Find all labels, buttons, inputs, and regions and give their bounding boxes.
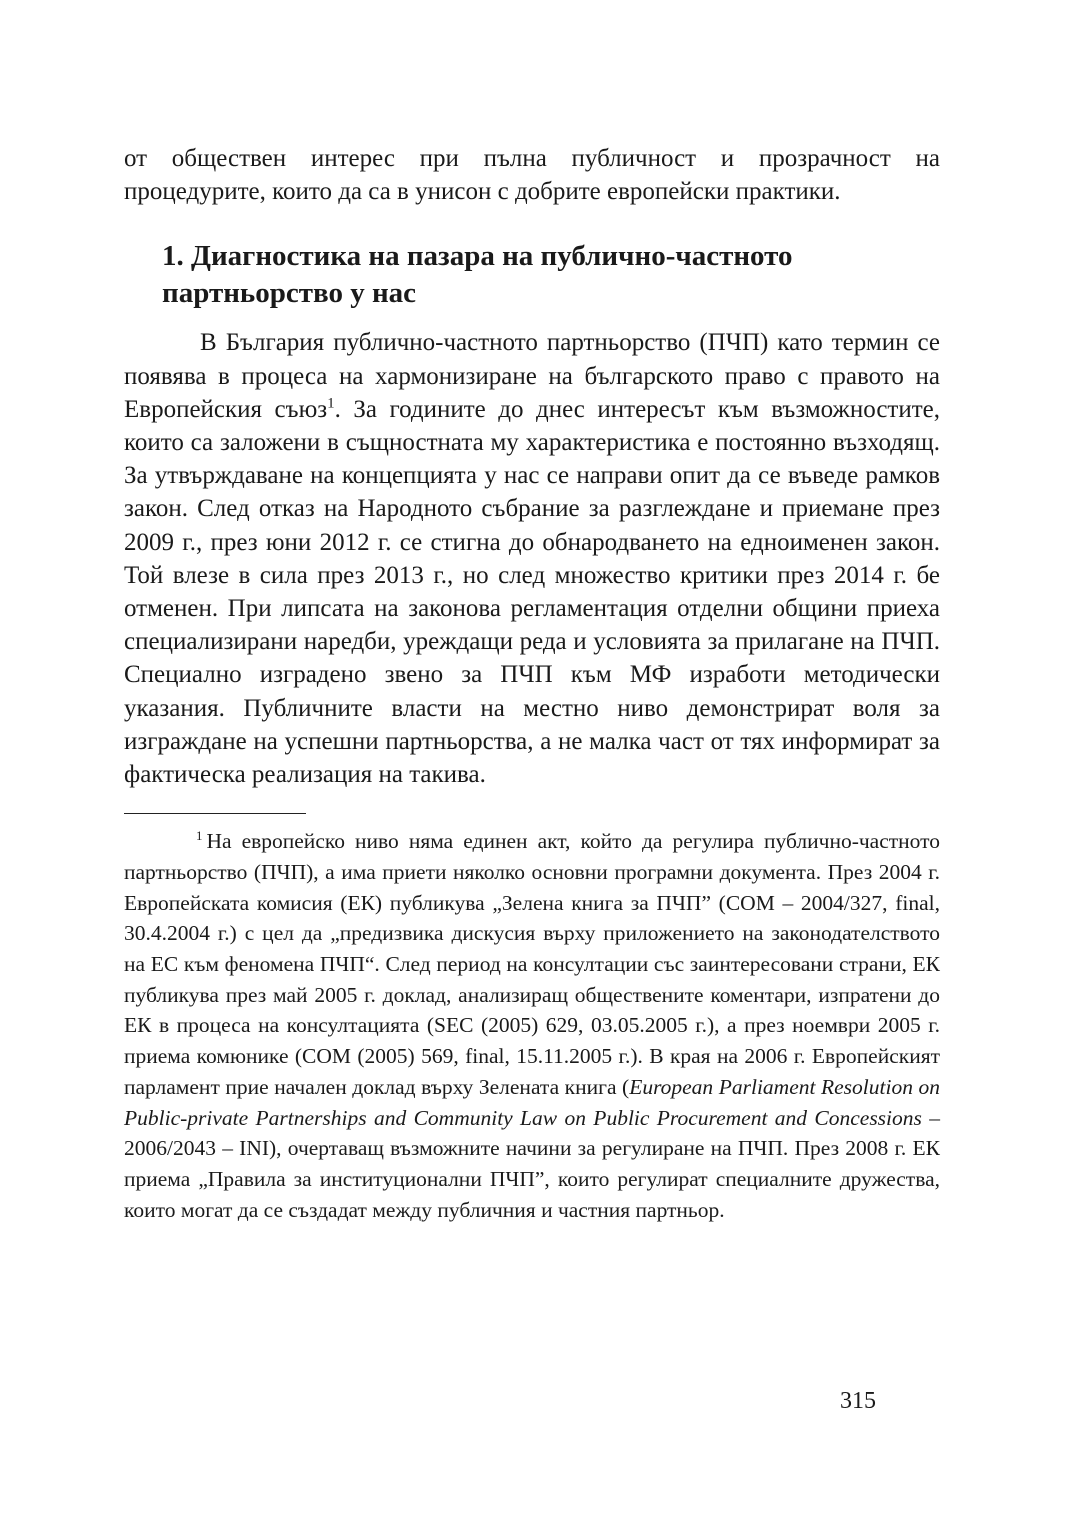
footnote-separator [124, 813, 306, 814]
footnote-number: 1 [196, 829, 203, 844]
body-text-after-ref: . За годините до днес интересът към възможностите, които са заложени в същностната му характеристика е постоянно възходящ. За утвърждаване на концепцията у нас се направи опит да се въведе рамков закон. След отказ на Народното събрание за разглеждане и приемане през 2009 г., през юни 2012 г. се стигна до обнародването на едноименен закон. Той влезе в сила през 2013 г., но след множество критики през 2014 г. бе отменен. При липсата на законова регламентация отделни общини приеха специализирани наредби, уреждащи реда и условията за прилагане на ПЧП. Специално изградено звено за ПЧП към МФ изработи методически указания. Публичните власти на местно ниво демонстрират воля за изграждане на успешни партньорства, а не малка част от тях информират за фактическа реализация на такива. [124, 395, 940, 789]
footnote-text-italic: European Parliament Resolution on Public-private Partnerships and Community Law on Public Procurement and Concessions [124, 1074, 940, 1130]
body-paragraph [124, 326, 940, 791]
page-content [124, 142, 940, 1225]
page-number: 315 [840, 1388, 876, 1414]
footnote-reference[interactable]: 1 [327, 395, 335, 412]
intro-paragraph: от обществен интерес при пълна публичност и прозрачност на процедурите, които да са в унисон с добрите европейски практики. [124, 145, 940, 206]
footnote [124, 826, 940, 1225]
footnote-text-before: На европейско ниво няма единен акт, който да регулира публично-частното партньорство (ПЧП), а има приети няколко основни програмни документа. През 2004 г. Европейската комисия (ЕК) публикува „Зелена книга за ПЧП” (COM – 2004/327, final, 30.4.2004 г.) с цел да „предизвика дискусия върху приложението на законодателството на ЕС към феномена ПЧП“. След период на консултации със заинтересовани страни, ЕК публикува през май 2005 г. доклад, анализиращ обществените коментари, изпратени до ЕК в процеса на консултацията (SEC (2005) 629, 03.05.2005 г.), а през ноември 2005 г. приема комюнике (COM (2005) 569, final, 15.11.2005 г.). В края на 2006 г. Европейският парламент прие начален доклад върху Зелената книга ( [124, 829, 940, 1099]
footnote-text-after: – 2006/2043 – INI), очертаващ възможните начини за регулиране на ПЧП. През 2008 г. ЕК приема „Правила за институционални ПЧП”, които регулират специалните дружества, които могат да се създадат между публичния и частния партньор. [124, 1105, 940, 1222]
section-heading: 1. Диагностика на пазара на публично-частното партньорство у нас [162, 240, 793, 310]
body-text-before-ref: В България публично-частното партньорство (ПЧП) като термин се появява в процеса на хармонизиране на българското право с правото на Европейския съюз [124, 329, 940, 423]
